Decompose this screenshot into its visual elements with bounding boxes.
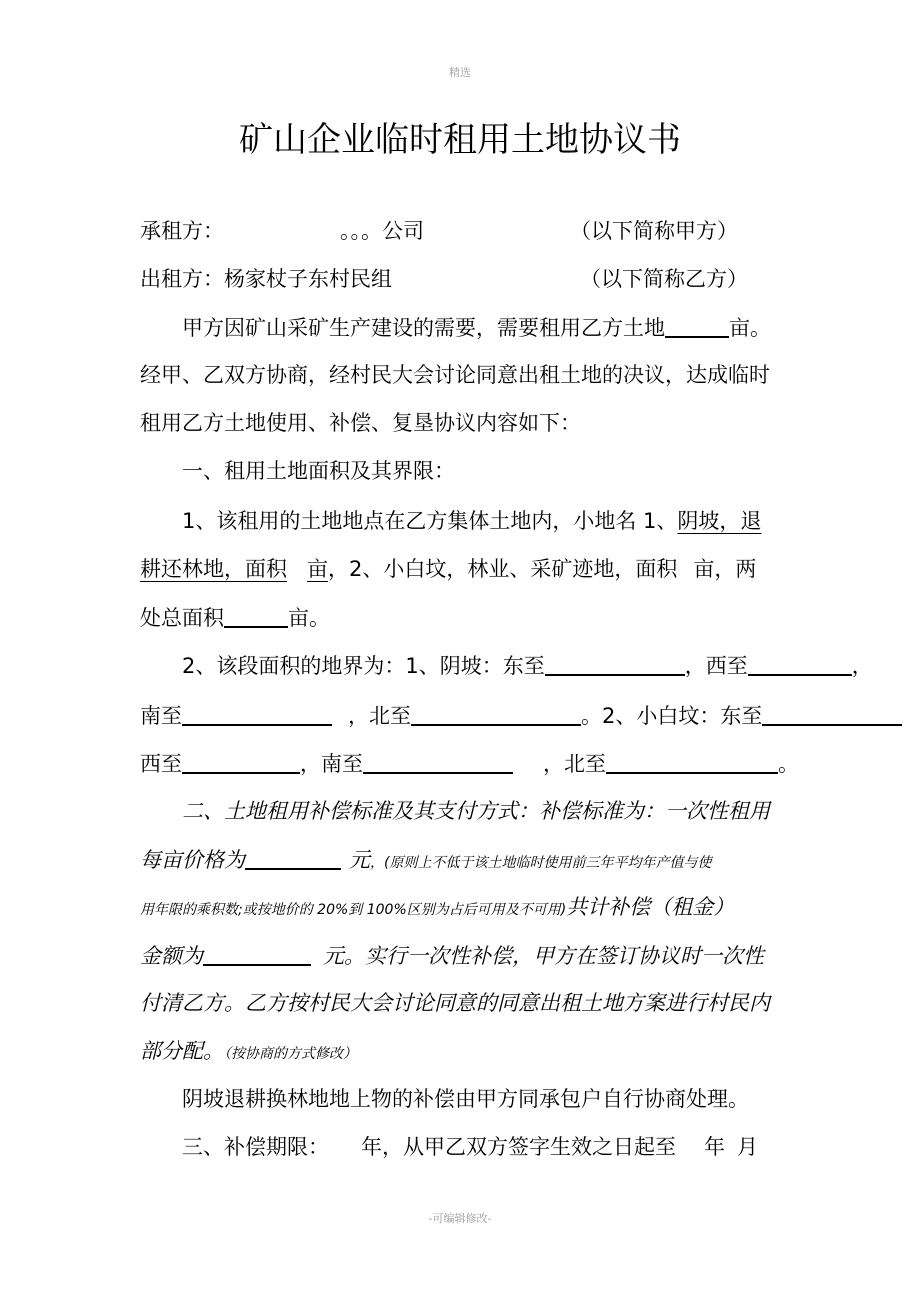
section-3-line-1 xyxy=(182,1134,758,1160)
s2-text-b: 元 xyxy=(349,848,370,872)
s1-p1-text-c: 耕还林地，面积 xyxy=(140,557,287,581)
s1-p2-line-2 xyxy=(140,702,902,729)
s1-p2-text-k: 。 xyxy=(778,752,799,776)
s2-text-h: 部分配。 xyxy=(140,1039,224,1063)
s1-p1-text-g: 处总面积 xyxy=(140,606,224,630)
s1-p2-text-f: 。2、小白坟：东至 xyxy=(581,704,763,728)
s2-text-a: 每亩价格为 xyxy=(140,848,245,872)
baifen-north-blank xyxy=(606,750,778,774)
yinpo-east-blank xyxy=(545,652,685,676)
preamble-text-a: 甲方因矿山采矿生产建设的需要，需要租用乙方土地 xyxy=(182,316,665,340)
s1-p2-text-d: 南至 xyxy=(140,704,182,728)
s1-p2-text-a: 2、该段面积的地界为：1、阴坡：东至 xyxy=(182,654,545,678)
s3-text-a: 三、补偿期限： xyxy=(182,1135,329,1159)
baifen-west-blank xyxy=(182,750,300,774)
s2-text-f: 金额为 xyxy=(140,944,203,968)
total-amount-blank xyxy=(203,942,311,966)
s1-p2-line-1 xyxy=(182,652,873,679)
area-blank xyxy=(665,314,729,338)
yinpo-west-blank xyxy=(748,652,852,676)
s2-text-g: 元。实行一次性补偿，甲方在签订协议时一次性 xyxy=(323,944,764,968)
document-title: 矿山企业临时租用土地协议书 xyxy=(239,120,681,160)
yinpo-compensation-paragraph: 阴坡退耕换林地地上物的补偿由甲方同承包户自行协商处理。 xyxy=(182,1087,749,1111)
lessee-alias: （以下简称甲方） xyxy=(570,219,738,243)
s2-text-c: ，(原则上不低于该土地临时使用前三年平均年产值与使 xyxy=(370,855,712,871)
lessee-label: 承租方： xyxy=(140,219,224,243)
s1-p1-text-a: 1、该租用的土地地点在乙方集体土地内，小地名 1、 xyxy=(182,509,678,533)
s1-p2-text-h: 西至 xyxy=(140,752,182,776)
s1-p2-text-i: ，南至 xyxy=(300,752,363,776)
s1-p1-text-f: 亩，两 xyxy=(693,557,757,581)
section-2-line-3 xyxy=(140,894,734,923)
lessee-name: 。。。公司 xyxy=(340,219,424,243)
header-watermark: 精选 xyxy=(449,66,471,79)
s3-text-d: 月 xyxy=(737,1135,758,1159)
section-2-line-5: 付清乙方。乙方按村民大会讨论同意的同意出租土地方案进行村民内 xyxy=(140,991,770,1015)
section-2-line-6 xyxy=(140,1038,357,1067)
lessor-label: 出租方：杨家杖子东村民组 xyxy=(140,267,392,291)
section-2-line-4 xyxy=(140,942,764,969)
s1-p1-text-h: 亩。 xyxy=(288,606,330,630)
s1-p1-line-2 xyxy=(140,556,756,582)
s1-p2-text-b: ，西至 xyxy=(684,654,748,678)
section-1-heading: 一、租用土地面积及其界限： xyxy=(182,459,455,483)
baifen-east-blank xyxy=(762,702,902,726)
section-2-line-1: 二、土地租用补偿标准及其支付方式：补偿标准为：一次性租用 xyxy=(182,799,770,823)
footer-note: -可编辑修改- xyxy=(428,1212,492,1225)
s1-p2-text-e: ，北至 xyxy=(348,704,411,728)
preamble-line-2: 经甲、乙双方协商，经村民大会讨论同意出租土地的决议，达成临时 xyxy=(140,363,770,387)
lessor-alias: （以下简称乙方） xyxy=(580,267,748,291)
s1-p2-text-c: ， xyxy=(851,654,873,678)
s1-p1-text-b: 阴坡，退 xyxy=(677,509,762,533)
s2-text-d: 用年限的乘积数;或按地价的 20%到 100%区别为占后可用及不可用) xyxy=(140,902,567,918)
s1-p2-text-j: ，北至 xyxy=(543,752,606,776)
s3-text-b: 年，从甲乙双方签字生效之日起至 xyxy=(361,1135,676,1159)
s3-text-c: 年 xyxy=(704,1135,725,1159)
s1-p1-line-3 xyxy=(140,604,330,631)
preamble-line-3: 租用乙方土地使用、补偿、复垦协议内容如下： xyxy=(140,411,581,435)
s1-p2-line-3 xyxy=(140,750,799,777)
preamble-line-1 xyxy=(182,314,771,341)
preamble-text-b: 亩。 xyxy=(729,316,771,340)
s2-text-i: （按协商的方式修改） xyxy=(224,1046,357,1062)
s1-p1-text-d: 亩 xyxy=(307,557,328,581)
total-area-blank xyxy=(224,604,288,628)
s2-text-e: 共计补偿（租金） xyxy=(566,895,735,919)
baifen-south-blank xyxy=(363,750,513,774)
s1-p1-line-1 xyxy=(182,508,761,534)
yinpo-north-blank xyxy=(411,702,581,726)
yinpo-south-blank xyxy=(182,702,332,726)
price-per-mu-blank xyxy=(245,846,341,870)
section-2-line-2 xyxy=(140,846,711,876)
s1-p1-text-e: ，2、小白坟，林业、采矿迹地，面积 xyxy=(328,557,678,581)
